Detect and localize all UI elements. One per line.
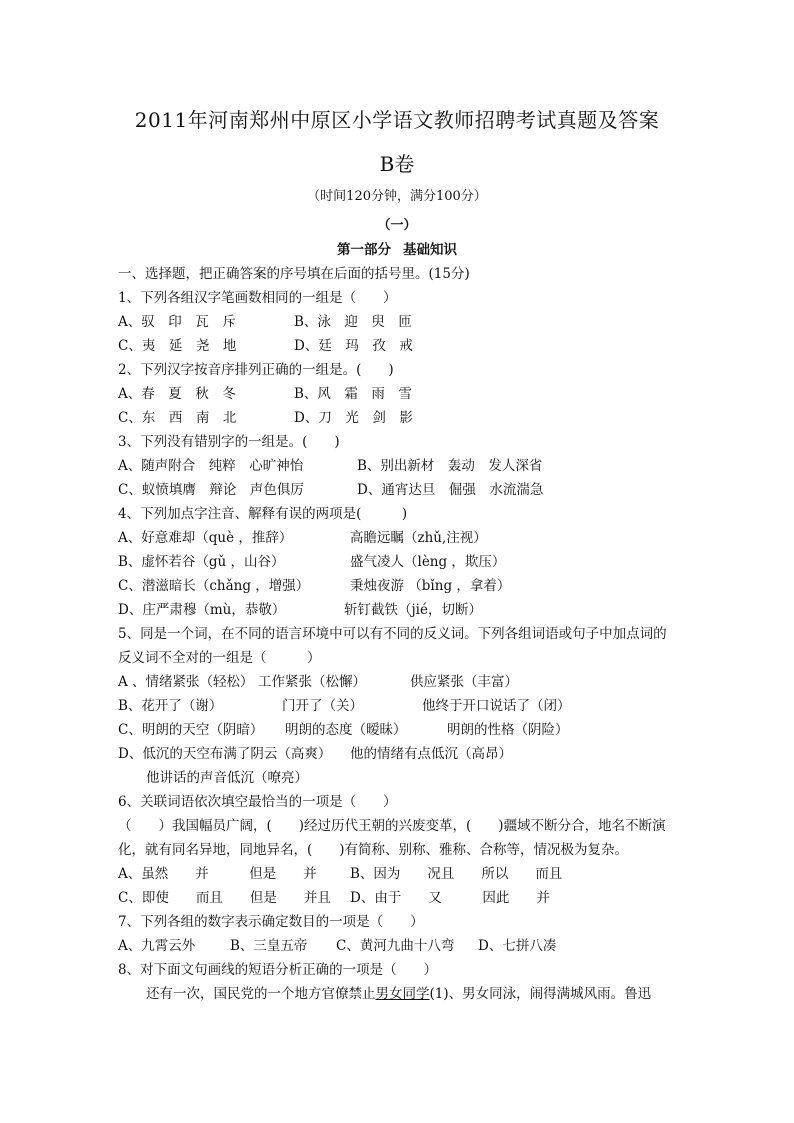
part-name-a: 第一部分 (337, 242, 391, 258)
option-a: A、九霄云外 (118, 938, 196, 954)
section-heading: 一、选择题，把正确答案的序号填在后面的括号里。(15分) (118, 266, 470, 282)
question-7-stem: 7、下列各组的数字表示确定数目的一项是（ ） (118, 914, 424, 930)
option-a: A、春 夏 秋 冬 (118, 386, 236, 402)
option-b-part1: B、虚怀若谷（gǔ ，山谷） (118, 554, 285, 570)
option-b-part1: B、花开了（谢） (118, 698, 223, 714)
option-c: C、东 西 南 北 (118, 410, 237, 426)
question-1-options-ab (118, 310, 678, 334)
part-name (0, 238, 794, 258)
document-subtitle: B卷 (379, 152, 415, 176)
option-d: D、通宵达旦 倔强 水流湍急 (357, 482, 544, 498)
underline-mark: (1) (429, 986, 449, 1002)
question-4-stem: 4、下列加点字注音、解释有误的两项是( ) (118, 506, 408, 522)
question-6-passage: （ ）我国幅员广阔，( )经过历代王朝的兴废变革，( )疆域不断分合，地名不断演化，就有同名异地，同地异名，( )有简称、别称、雅称、合称等，情况极为复杂。 (118, 818, 666, 858)
question-5-stem: 5、同是一个词，在不同的语言环境中可以有不同的反义词。下列各组词语或句子中加点词的反义词不全对的一组是（ ） (118, 626, 667, 666)
option-c-part2: 明朗的态度（暧昧） (285, 722, 407, 738)
option-d: D、刀 光 剑 影 (294, 410, 413, 426)
question-3-stem: 3、下列没有错别字的一组是。( ) (118, 434, 340, 450)
underlined-phrase: 男女同学 (375, 986, 430, 1002)
option-d-part1: D、低沉的天空布满了阴云（高爽） (118, 746, 332, 762)
option-b: B、风 霜 雨 雪 (294, 386, 412, 402)
question-1-stem: 1、下列各组汉字笔画数相同的一组是（ ） (118, 290, 397, 306)
question-3-options-ab (118, 454, 678, 478)
option-b-part3: 他终于开口说话了（闭） (422, 698, 571, 714)
option-c: C、即使 而且 但是 并且 (118, 890, 331, 906)
option-b-part2: 盛气凌人（lèng ，欺压） (350, 554, 506, 570)
option-c: C、蚁愤填膺 辩论 声色俱厉 (118, 482, 304, 498)
option-d-part2: 斩钉截铁（jié，切断） (344, 602, 482, 618)
option-c: C、黄河九曲十八弯 (336, 938, 455, 954)
option-b-part2: 门开了（关） (282, 698, 363, 714)
option-b: B、泳 迎 臾 匝 (294, 314, 412, 330)
passage-end: 、男女同泳，闹得满城风雨。鲁迅 (448, 986, 652, 1002)
question-8-passage (118, 982, 678, 1006)
part-number: （一） (377, 218, 417, 233)
option-c-part2: 秉烛夜游 （bǐng ，拿着） (350, 578, 511, 594)
question-6-options-ab (118, 862, 678, 886)
option-c: C、夷 延 尧 地 (118, 338, 237, 354)
option-b: B、三皇五帝 (230, 938, 308, 954)
question-4-option-c (118, 574, 678, 598)
passage-start: 还有一次，国民党的一个地方官僚禁止 (146, 986, 376, 1002)
document-title: 2011年河南郑州中原区小学语文教师招聘考试真题及答案 (134, 108, 660, 132)
option-a: A、虽然 并 但是 并 (118, 866, 317, 882)
option-b: B、因为 况且 所以 而且 (350, 866, 563, 882)
question-5-option-b (118, 694, 678, 718)
option-a-part1: A、好意难却（què ，推辞） (118, 530, 293, 546)
question-7-options (118, 934, 678, 958)
question-5-option-c (118, 718, 678, 742)
question-1-options-cd (118, 334, 678, 358)
option-c-part1: C、明朗的天空（阴暗） (118, 722, 264, 738)
question-8-stem: 8、对下面文句画线的短语分析正确的一项是（ ） (118, 962, 438, 978)
question-4-option-a (118, 526, 678, 550)
question-list (118, 262, 678, 1006)
option-a-part1: A 、情绪紧张（轻松） (118, 674, 254, 690)
option-c-part3: 明朗的性格（阴险） (447, 722, 569, 738)
option-d: D、由于 又 因此 并 (350, 890, 550, 906)
part-name-b: 基础知识 (403, 242, 457, 258)
option-d: D、七拼八凑 (478, 938, 557, 954)
option-c-part1: C、潜滋暗长（chǎng ，增强） (118, 578, 310, 594)
question-4-option-d (118, 598, 678, 622)
question-6-stem: 6、关联词语依次填空最恰当的一项是（ ） (118, 794, 397, 810)
option-d: D、廷 玛 孜 戒 (294, 338, 413, 354)
question-3-options-cd (118, 478, 678, 502)
question-2-options-cd (118, 406, 678, 430)
option-a-part2: 高瞻远瞩（zhǔ,注视） (350, 530, 487, 546)
option-b: B、别出新材 轰动 发人深省 (357, 458, 543, 474)
question-5-option-a (118, 670, 678, 694)
question-6-options-cd (118, 886, 678, 910)
option-a-part3: 供应紧张（丰富） (410, 674, 518, 690)
question-5-option-d-continued: 他讲话的声音低沉（嘹亮） (146, 770, 308, 786)
question-2-options-ab (118, 382, 678, 406)
option-a-part2: 工作紧张（松懈） (258, 674, 366, 690)
time-note: （时间120分钟，满分100分） (307, 189, 487, 204)
option-d-part2: 他的情绪有点低沉（高昂） (350, 746, 512, 762)
option-a: A、驭 印 瓦 斥 (118, 314, 236, 330)
question-4-option-b (118, 550, 678, 574)
option-d-part1: D、庄严肃穆（mù，恭敬） (118, 602, 286, 618)
question-5-option-d (118, 742, 678, 766)
question-2-stem: 2、下列汉字按音序排列正确的一组是。( ) (118, 362, 394, 378)
option-a: A、随声附合 纯粹 心旷神怡 (118, 458, 304, 474)
